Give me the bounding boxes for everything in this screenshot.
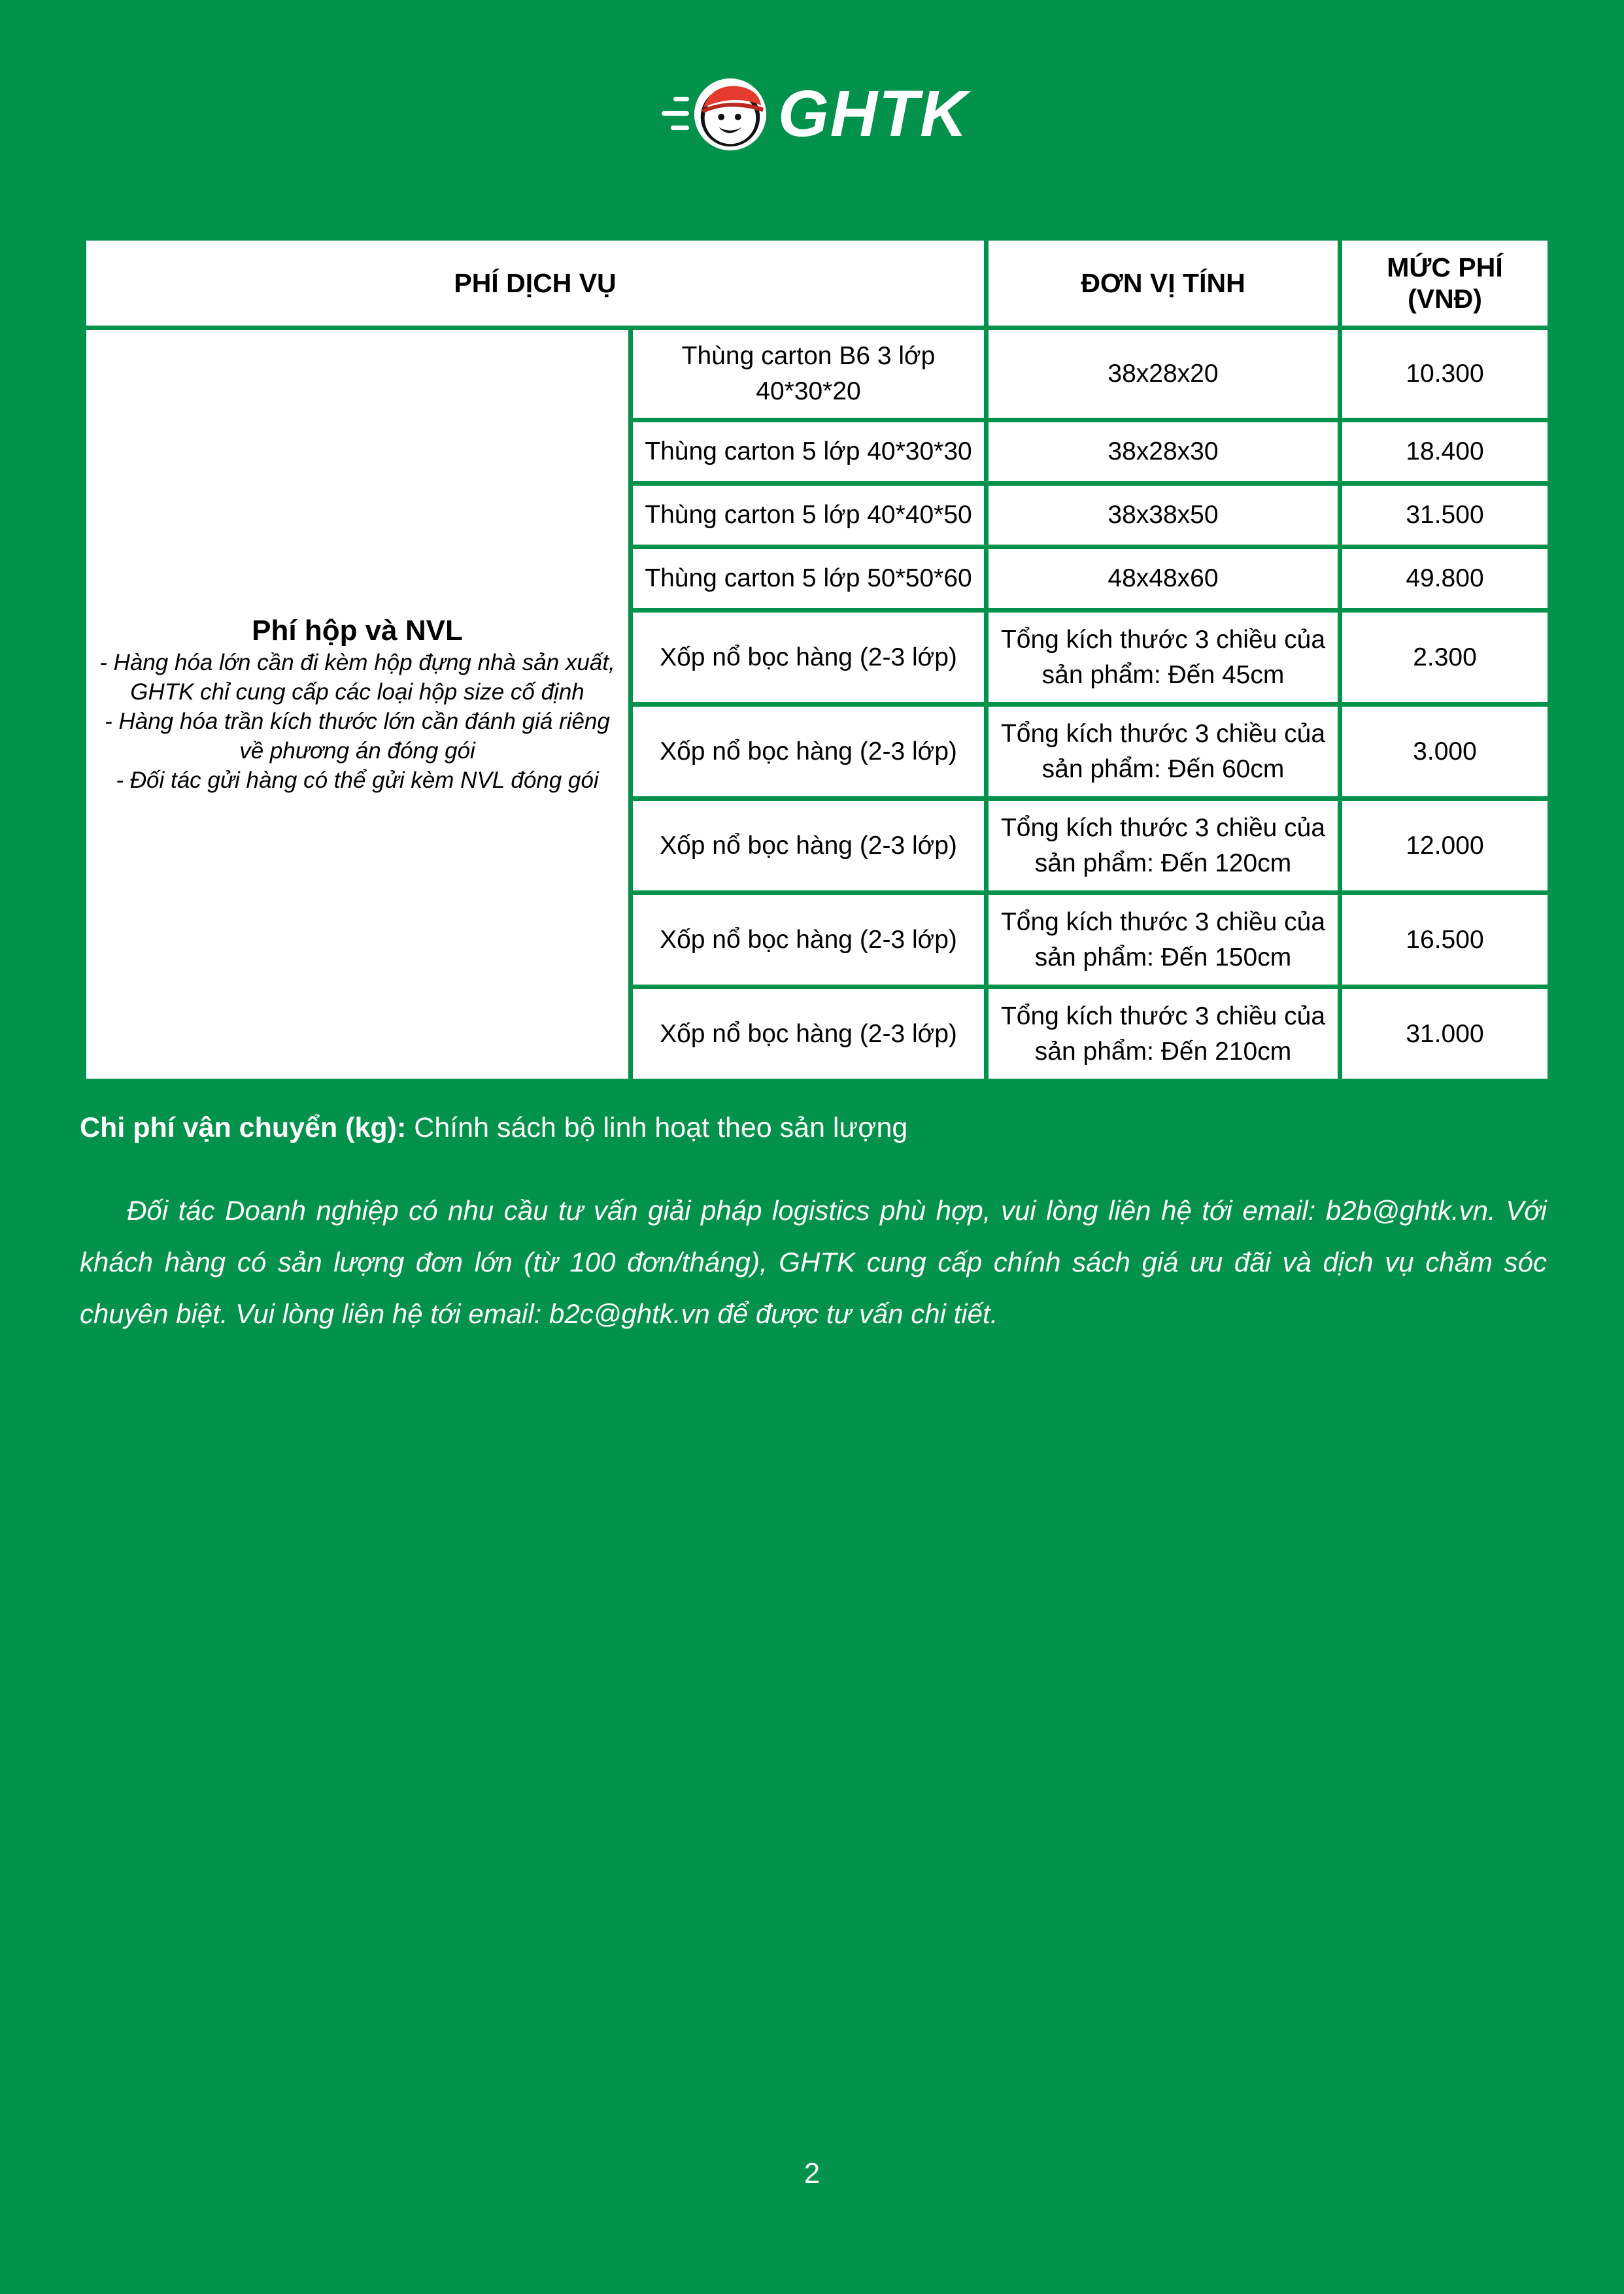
ghtk-logo [659, 72, 969, 157]
fee-cell: 31.000 [1342, 989, 1548, 1079]
item-cell: Thùng carton 5 lớp 40*30*30 [633, 422, 984, 481]
item-cell: Thùng carton 5 lớp 40*40*50 [633, 486, 984, 545]
item-cell: Xốp nổ bọc hàng (2-3 lớp) [633, 801, 984, 890]
unit-line: sản phẩm: Đến 120cm [1034, 849, 1292, 877]
unit-cell [989, 895, 1338, 985]
unit-line: sản phẩm: Đến 60cm [1041, 754, 1285, 783]
category-note: - Hàng hóa lớn cần đi kèm hộp đựng nhà sản xuất, GHTK chỉ cung cấp các loại hộp size cố định [99, 650, 615, 705]
table-row [86, 330, 1548, 418]
fee-cell: 18.400 [1342, 422, 1548, 481]
unit-line: sản phẩm: Đến 45cm [1041, 660, 1285, 689]
unit-cell: 38x28x30 [989, 422, 1338, 481]
unit-cell: 38x28x20 [989, 330, 1338, 418]
category-cell [86, 330, 628, 1079]
fee-cell: 3.000 [1342, 707, 1548, 796]
item-cell: Thùng carton 5 lớp 50*50*60 [633, 549, 984, 608]
item-cell: Xốp nổ bọc hàng (2-3 lớp) [633, 707, 984, 796]
contact-note: Đối tác Doanh nghiệp có nhu cầu tư vấn giải pháp logistics phù hợp, vui lòng liên hệ tới email: b2b@ghtk.vn. Với khách hàng có sản lượng đơn lớn (từ 100 đơn/tháng), GHTK cung cấp chính sách giá ưu đãi và dịch vụ chăm sóc chuyên biệt. Vui lòng liên hệ tới email: b2c@ghtk.vn để được tư vấn chi tiết. [80, 1195, 1547, 1329]
page-number: 2 [804, 2157, 820, 2189]
item-cell: Xốp nổ bọc hàng (2-3 lớp) [633, 895, 984, 985]
category-note: - Hàng hóa trần kích thước lớn cần đánh giá riêng về phương án đóng gói [105, 709, 610, 764]
logo-wordmark: GHTK [778, 77, 969, 150]
unit-cell: 38x38x50 [989, 486, 1338, 545]
fee-cell: 49.800 [1342, 549, 1548, 608]
unit-line: Tổng kích thước 3 chiều của [1000, 625, 1326, 654]
unit-line: Tổng kích thước 3 chiều của [1000, 907, 1326, 936]
unit-cell [989, 613, 1338, 702]
unit-cell [989, 707, 1338, 796]
unit-cell: 48x48x60 [989, 549, 1338, 608]
fee-cell: 2.300 [1342, 613, 1548, 702]
fee-cell: 16.500 [1342, 895, 1548, 985]
unit-line: sản phẩm: Đến 150cm [1034, 943, 1292, 971]
unit-line: Tổng kích thước 3 chiều của [1000, 813, 1326, 842]
unit-line: Tổng kích thước 3 chiều của [1000, 719, 1326, 748]
item-line: 40*30*20 [756, 377, 861, 405]
category-title: Phí hộp và NVL [252, 615, 463, 647]
category-note: - Đối tác gửi hàng có thể gửi kèm NVL đóng gói [116, 767, 599, 793]
fee-cell: 12.000 [1342, 801, 1548, 890]
shipping-cost-line [80, 1108, 907, 1147]
item-line: Thùng carton B6 3 lớp [681, 342, 936, 370]
header-fee-line2: (VNĐ) [1408, 284, 1482, 314]
unit-cell [989, 989, 1338, 1079]
shipping-cost-label: Chi phí vận chuyển (kg): [80, 1112, 407, 1143]
mascot-icon [692, 76, 769, 153]
header-fee [1342, 241, 1548, 326]
unit-cell [989, 801, 1338, 890]
header-fee-line1: MỨC PHÍ [1387, 252, 1503, 282]
item-cell: Xốp nổ bọc hàng (2-3 lớp) [633, 613, 984, 702]
item-cell [633, 330, 984, 418]
shipping-cost-value: Chính sách bộ linh hoạt theo sản lượng [406, 1112, 908, 1143]
header-unit: ĐƠN VỊ TÍNH [989, 241, 1338, 326]
item-cell: Xốp nổ bọc hàng (2-3 lớp) [633, 989, 984, 1079]
fee-table [82, 236, 1552, 1083]
fee-cell: 10.300 [1342, 330, 1548, 418]
table-header-row [86, 241, 1548, 326]
fee-cell: 31.500 [1342, 486, 1548, 545]
header-service: PHÍ DỊCH VỤ [86, 241, 984, 326]
unit-line: Tổng kích thước 3 chiều của [1000, 1002, 1326, 1030]
unit-line: sản phẩm: Đến 210cm [1034, 1037, 1292, 1066]
